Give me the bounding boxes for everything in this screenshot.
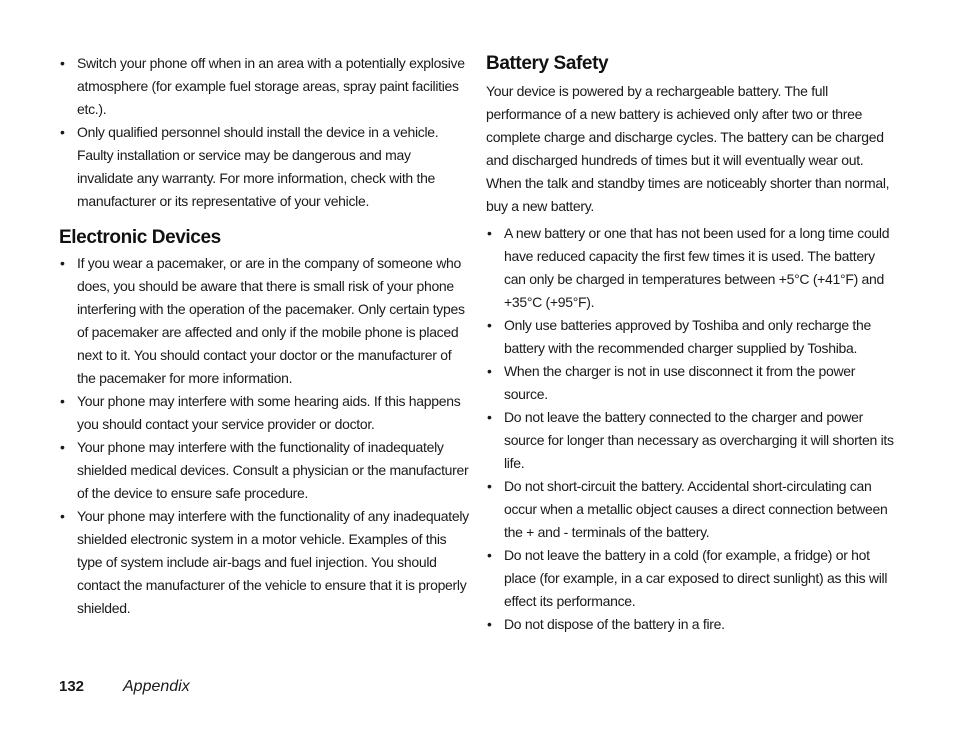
explosive-atmosphere-list [59, 52, 469, 213]
section-name: Appendix [123, 678, 190, 695]
page-footer [59, 676, 190, 698]
page-number: 132 [59, 678, 85, 695]
list-item: • Do not leave the battery connected to the charger and power source for longer than necessary as overcharging it will shorten its life. [486, 406, 896, 475]
list-item: • Do not short-circuit the battery. Accidental short-circulating can occur when a metallic object causes a direct connection between the + and - terminals of the battery. [486, 475, 896, 544]
list-item: • Do not leave the battery in a cold (for example, a fridge) or hot place (for example, in a car exposed to direct sunlight) as this will effect its performance. [486, 544, 896, 613]
battery-intro-paragraph: Your device is powered by a rechargeable battery. The full performance of a new battery is achieved only after two or three complete charge and discharge cycles. The battery can be charged and discharged hundreds of times but it will eventually wear out. When the talk and standby times are noticeably shorter than normal, buy a new battery. [486, 83, 890, 214]
list-item: • Switch your phone off when in an area with a potentially explosive atmosphere (for example fuel storage areas, spray paint facilities etc.). [59, 52, 469, 121]
list-item: • A new battery or one that has not been used for a long time could have reduced capacity the first few times it is used. The battery can only be charged in temperatures between +5°C (+41°F) and +35°C (+95°F). [486, 222, 896, 314]
left-column [59, 52, 469, 620]
list-item: • Your phone may interfere with some hearing aids. If this happens you should contact your service provider or doctor. [59, 390, 469, 436]
list-item: • Your phone may interfere with the functionality of any inadequately shielded electronic system in a motor vehicle. Examples of this type of system include air-bags and fuel injection. You should contact the manufacturer of the vehicle to ensure that it is properly shielded. [59, 505, 469, 620]
electronic-devices-heading: Electronic Devices [59, 227, 221, 248]
list-item: • Only use batteries approved by Toshiba and only recharge the battery with the recommended charger supplied by Toshiba. [486, 314, 896, 360]
battery-safety-heading: Battery Safety [486, 53, 609, 74]
list-item: • Do not dispose of the battery in a fire. [486, 613, 896, 636]
electronic-devices-list [59, 252, 469, 620]
right-column [486, 52, 896, 636]
battery-safety-list [486, 222, 896, 636]
list-item: • Your phone may interfere with the functionality of inadequately shielded medical devices. Consult a physician or the manufacturer of the device to ensure safe procedure. [59, 436, 469, 505]
list-item: • Only qualified personnel should install the device in a vehicle. Faulty installation or service may be dangerous and may invalidate any warranty. For more information, check with the manufacturer or its representative of your vehicle. [59, 121, 469, 213]
list-item: • When the charger is not in use disconnect it from the power source. [486, 360, 896, 406]
list-item: • If you wear a pacemaker, or are in the company of someone who does, you should be aware that there is small risk of your phone interfering with the operation of the pacemaker. Only certain types of pacemaker are affected and only if the mobile phone is placed next to it. You should contact your doctor or the manufacturer of the pacemaker for more information. [59, 252, 469, 390]
